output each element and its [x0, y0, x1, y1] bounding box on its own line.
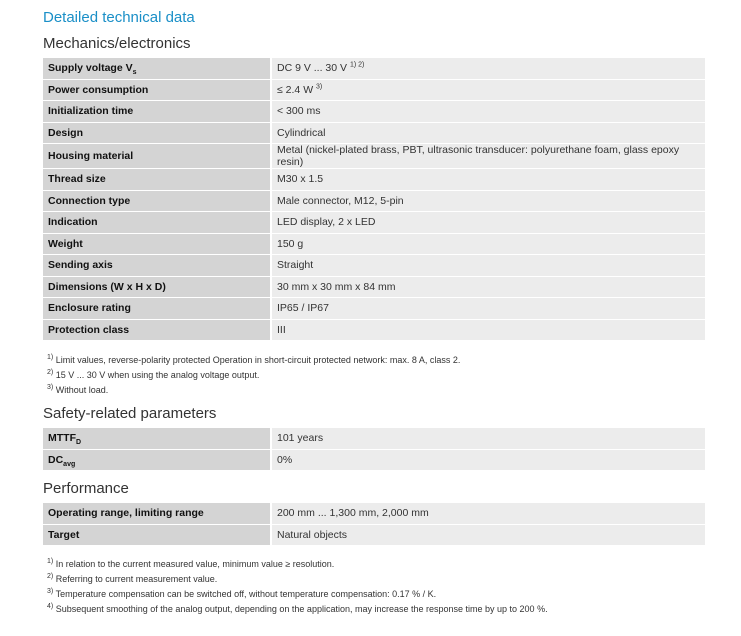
- footnote-text: In relation to the current measured value, minimum value ≥ resolution.: [53, 559, 335, 569]
- spec-value-text: III: [277, 323, 286, 336]
- spec-key-text: Weight: [48, 237, 83, 250]
- footnote-text: Referring to current measurement value.: [53, 574, 218, 584]
- footnote: [47, 572, 548, 587]
- spec-key-text: Sending axis: [48, 259, 113, 272]
- spec-value-text: IP65 / IP67: [277, 302, 329, 315]
- spec-value-text: 101 years: [277, 432, 324, 445]
- spec-row: [43, 449, 705, 471]
- spec-value-text: Cylindrical: [277, 126, 326, 139]
- spec-value: [271, 79, 705, 101]
- spec-value: [271, 190, 705, 212]
- spec-key: [43, 212, 271, 234]
- spec-value: [271, 233, 705, 255]
- spec-value: [271, 212, 705, 234]
- spec-row: [43, 144, 705, 169]
- spec-key-text: Target: [48, 528, 80, 541]
- footnote: [47, 587, 548, 602]
- footnote-number: 2): [47, 573, 54, 580]
- spec-key-text: MTTF: [48, 432, 76, 445]
- spec-value: [271, 101, 705, 123]
- footnote-number: 3): [47, 588, 54, 595]
- spec-row: [43, 428, 705, 449]
- spec-key-text: Power consumption: [48, 83, 149, 96]
- spec-value: [271, 169, 705, 191]
- spec-key: [43, 524, 271, 546]
- spec-key-text: Indication: [48, 216, 98, 229]
- spec-key: [43, 255, 271, 277]
- spec-key: [43, 428, 271, 449]
- mechanics-table: [43, 58, 705, 341]
- spec-row: [43, 255, 705, 277]
- spec-value-text: 0%: [277, 453, 293, 466]
- spec-value-text: LED display, 2 x LED: [277, 216, 376, 229]
- page-title: Detailed technical data: [43, 9, 195, 26]
- footnote: [47, 557, 548, 572]
- spec-value-text: DC 9 V ... 30 V: [277, 62, 348, 75]
- spec-key: [43, 101, 271, 123]
- spec-key-text: Operating range, limiting range: [48, 507, 204, 520]
- footnote: [47, 383, 460, 398]
- spec-key-subscript: s: [132, 69, 137, 77]
- footnote-number: 1): [47, 354, 54, 361]
- spec-row: [43, 503, 705, 524]
- performance-footnotes: [47, 557, 548, 617]
- spec-value-text: 30 mm x 30 mm x 84 mm: [277, 280, 396, 293]
- section-title-safety: Safety-related parameters: [43, 405, 217, 422]
- footnote-number: 4): [47, 603, 54, 610]
- spec-value-text: < 300 ms: [277, 105, 321, 118]
- spec-value: [271, 298, 705, 320]
- footnote-ref: 1) 2): [349, 61, 365, 69]
- footnote-number: 2): [47, 369, 54, 376]
- spec-value-text: Straight: [277, 259, 314, 272]
- spec-value: [271, 144, 705, 169]
- spec-key-text: Dimensions (W x H x D): [48, 280, 166, 293]
- spec-key: [43, 298, 271, 320]
- spec-key: [43, 233, 271, 255]
- spec-value: [271, 319, 705, 341]
- spec-key: [43, 319, 271, 341]
- spec-key-text: Protection class: [48, 323, 130, 336]
- spec-key-text: DC: [48, 453, 64, 466]
- spec-key-text: Design: [48, 126, 84, 139]
- spec-value-text: 150 g: [277, 237, 304, 250]
- spec-row: [43, 233, 705, 255]
- spec-key-text: Initialization time: [48, 105, 134, 118]
- footnote-text: 15 V ... 30 V when using the analog voltage output.: [53, 370, 260, 380]
- spec-value-text: M30 x 1.5: [277, 173, 324, 186]
- spec-value-text: 200 mm ... 1,300 mm, 2,000 mm: [277, 507, 429, 520]
- footnote: [47, 368, 460, 383]
- spec-value: [271, 428, 705, 449]
- spec-row: [43, 319, 705, 341]
- spec-key-subscript: avg: [63, 460, 76, 468]
- safety-table: [43, 428, 705, 471]
- spec-key: [43, 169, 271, 191]
- spec-row: [43, 276, 705, 298]
- spec-key-subscript: D: [76, 439, 82, 447]
- spec-row: [43, 122, 705, 144]
- spec-key: [43, 449, 271, 471]
- spec-row: [43, 79, 705, 101]
- performance-table: [43, 503, 705, 546]
- spec-key-text: Enclosure rating: [48, 302, 131, 315]
- spec-row: [43, 298, 705, 320]
- footnote: [47, 602, 548, 617]
- spec-value: [271, 276, 705, 298]
- spec-key: [43, 276, 271, 298]
- spec-value-text: ≤ 2.4 W: [277, 83, 314, 96]
- footnote-number: 1): [47, 558, 54, 565]
- spec-row: [43, 169, 705, 191]
- footnote-text: Temperature compensation can be switched off, without temperature compensation: 0.17 % / K.: [53, 589, 437, 599]
- spec-value-text: Natural objects: [277, 528, 348, 541]
- spec-row: [43, 190, 705, 212]
- spec-key: [43, 144, 271, 169]
- spec-value-text: Metal (nickel-plated brass, PBT, ultrasonic transducer: polyurethane foam, glass epoxy resin): [277, 144, 680, 168]
- spec-key-text: Supply voltage V: [48, 62, 133, 75]
- spec-row: [43, 101, 705, 123]
- spec-value: [271, 122, 705, 144]
- spec-row: [43, 524, 705, 546]
- footnote-number: 3): [47, 384, 54, 391]
- spec-value: [271, 58, 705, 79]
- spec-row: [43, 212, 705, 234]
- spec-key-text: Thread size: [48, 173, 106, 186]
- spec-key: [43, 190, 271, 212]
- spec-value-text: Male connector, M12, 5-pin: [277, 194, 404, 207]
- spec-key: [43, 58, 271, 79]
- spec-value: [271, 255, 705, 277]
- footnote: [47, 353, 460, 368]
- spec-key: [43, 122, 271, 144]
- footnote-text: Without load.: [53, 385, 109, 395]
- spec-key: [43, 79, 271, 101]
- spec-key: [43, 503, 271, 524]
- mechanics-footnotes: [47, 353, 460, 398]
- section-title-mechanics: Mechanics/electronics: [43, 35, 191, 52]
- section-title-performance: Performance: [43, 480, 129, 497]
- spec-key-text: Connection type: [48, 194, 131, 207]
- spec-key-text: Housing material: [48, 150, 134, 162]
- footnote-ref: 3): [316, 83, 323, 91]
- spec-value: [271, 524, 705, 546]
- footnote-text: Limit values, reverse-polarity protected Operation in short-circuit protected network: max. 8 A, class 2.: [53, 355, 461, 365]
- spec-row: [43, 58, 705, 79]
- spec-value: [271, 503, 705, 524]
- spec-value: [271, 449, 705, 471]
- footnote-text: Subsequent smoothing of the analog output, depending on the application, may increase the response time by up to 200 %.: [53, 604, 548, 614]
